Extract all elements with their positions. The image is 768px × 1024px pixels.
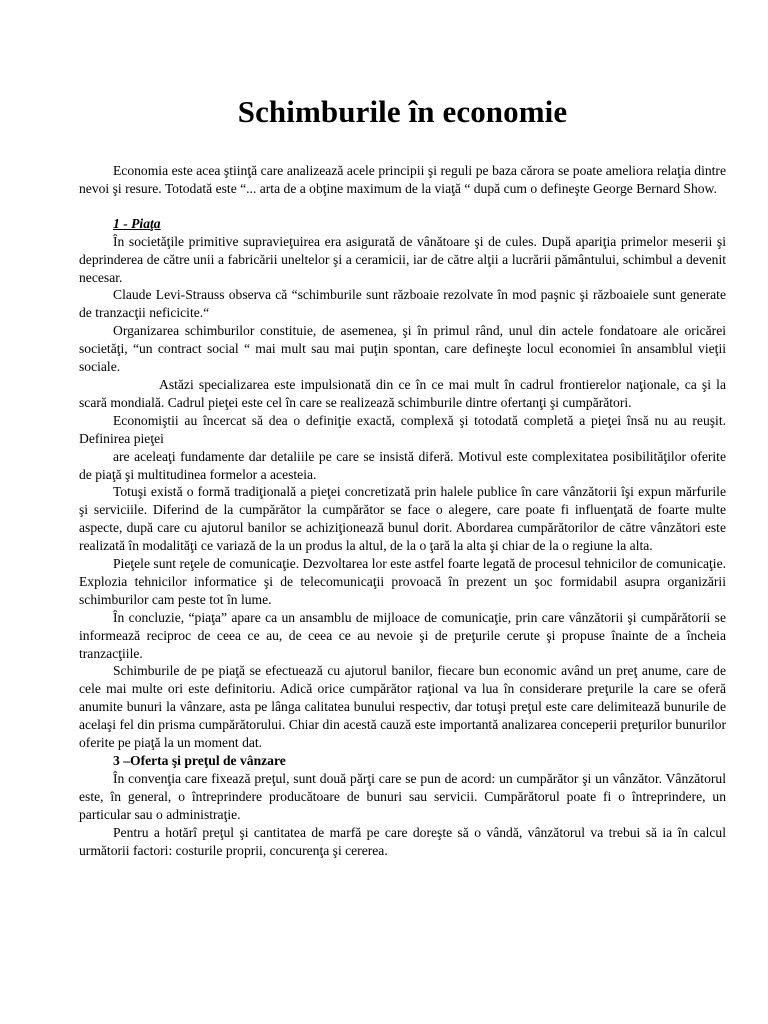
body-paragraph: Pieţele sunt reţele de comunicaţie. Dezvoltarea lor este astfel foarte legată de procesul tehnicilor de comunicaţie. Explozia tehnicilor informatice şi de telecomunicaţii provoacă în prezent un şoc formidabil asupra organizării schimburilor cam peste tot în lume. bbox=[79, 556, 726, 607]
body-paragraph: În convenţia care fixează preţul, sunt două părţi care se pun de acord: un cumpărător şi un vânzător. Vânzătorul este, în general, o întreprindere producătoare de bunuri sau servicii. Cumpărătorul poate fi o întreprindere, un particular sau o administraţie. bbox=[79, 770, 726, 822]
body-paragraph: Claude Levi-Strauss observa că “schimburile sunt războaie rezolvate în mod paşnic şi războaiele sunt generate de tranzacţii neficicite.“ bbox=[79, 287, 726, 321]
body-paragraph: Schimburile de pe piaţă se efectuează cu ajutorul banilor, fiecare bun economic având un preţ anume, care de cele mai multe ori este definitoriu. Adică orice cumpărător raţional va lua în considerare preţurile la care se oferă anumite bunuri la vânzare, asta pe lânga calitatea bunului respectiv, dar totuşi preţul este care delimitează bunurile de acelaşi fel din prisma cumpărătorului. Chiar din acestă cauză este importantă analizarea conceperii preţurilor bunurilor oferite pe piaţă la un moment dat. bbox=[79, 663, 726, 751]
paragraph-gap bbox=[79, 198, 726, 215]
body-paragraph: are aceleaţi fundamente dar detaliile pe care se insistă diferă. Motivul este complexitatea posibilităţilor oferite de piaţă şi multitudinea formelor a acesteia. bbox=[79, 448, 726, 482]
document-page bbox=[79, 92, 726, 859]
intro-paragraph: Economia este acea ştiinţă care analizează acele principii şi reguli pe baza cărora se poate ameliora relaţia dintre nevoi şi resure. Totodată este “... arta de a obţine maximum de la viaţă “ după cum o defineşte George Bernard Show. bbox=[79, 163, 726, 196]
section-heading-piata: 1 - Piaţa bbox=[113, 215, 161, 231]
body-paragraph: În societăţile primitive supravieţuirea era asigurată de vânătoare şi de cules. După apariţia primelor meserii şi deprinderea de către unii a fabricării uneltelor şi a ceramicii, iar de către alţii a lucrării pământului, schimbul a devenit necesar. bbox=[79, 233, 726, 285]
body-paragraph: Economiştii au încercat să dea o definiţie exactă, complexă şi totodată completă a pieţei însă nu au reuşit. Definirea pieţei bbox=[79, 412, 726, 446]
body-paragraph: Organizarea schimburilor constituie, de asemenea, şi în primul rând, unul din actele fondatoare ale oricărei societăţi, “un contract social “ mai mult sau mai puţin spontan, care defineşte locul economiei în ansamblul vieţii sociale. bbox=[79, 323, 726, 375]
body-paragraph: Pentru a hotărî preţul şi cantitatea de marfă pe care doreşte să o vândă, vânzătorul va trebui să ia în calcul următorii factori: costurile proprii, concurenţa şi cererea. bbox=[79, 824, 726, 858]
document-title: Schimburile în economie bbox=[237, 94, 568, 129]
body-paragraph: Astăzi specializarea este impulsionată din ce în ce mai mult în cadrul frontierelor naţionale, ca şi la scară mondială. Cadrul pieţei este cel în care se realizează schimburile dintre ofertanţi şi cumpărători. bbox=[79, 376, 726, 410]
body-paragraph: Totuşi există o formă tradiţională a pieţei concretizată prin halele publice în care vânzătorii îşi expun mărfurile şi serviciile. Diferind de la cumpărător la cumpărător se face o alegere, care poate fi influenţată de foarte multe aspecte, după care cu ajutorul banilor se achiziţionează bunul dorit. Abordarea cumpărătorilor de către vânzători este realizată în modalităţi ce variază de la un produs la altul, de la o ţară la alta şi chiar de la o regiune la alta. bbox=[79, 484, 726, 554]
section-heading-oferta: 3 –Oferta şi preţul de vânzare bbox=[113, 753, 286, 768]
body-paragraph: În concluzie, “piaţa” apare ca un ansamblu de mijloace de comunicaţie, prin care vânzătorii şi cumpărătorii se informează reciproc de ceea ce au, de ceea ce au nevoie şi de preţurile cerute şi propuse înainte de a încheia tranzacţiile. bbox=[79, 609, 726, 661]
